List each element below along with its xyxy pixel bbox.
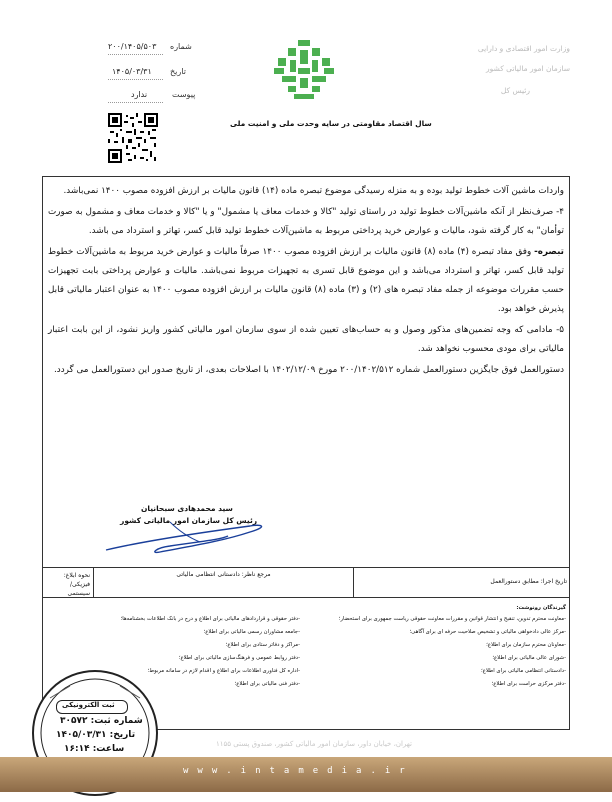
recipient-right: -مرکز عالی دادخواهی مالیاتی و تشخیص صلاحیت حرفه ای برای آگاهی؛: [409, 629, 566, 635]
stamp-registration-date: تاریخ: ۱۴۰۵/۰۳/۳۱: [56, 730, 136, 740]
organization-logo: [274, 38, 334, 100]
supervisor-cell: مرجع ناظر: دادستانی انتظامی مالیاتی: [176, 571, 271, 578]
recipient-left: -اداره کل فناوری اطلاعات برای اطلاع و اقدام لازم در سامانه مربوط؛: [147, 668, 300, 674]
note-label: تبصره-: [534, 247, 564, 257]
attachment-label: پیوست: [172, 90, 196, 99]
date-underline: [108, 79, 163, 80]
website-url[interactable]: www.intamedia.ir: [183, 766, 414, 776]
signer-title: رئیس کل سازمان امور مالیاتی کشور: [120, 516, 258, 525]
paragraph-1: واردات ماشین آلات خطوط تولید بوده و به منزله رسیدگی موضوع تبصره ماده (۱۴) قانون مالیات بر ارزش افزوده مصوب ۱۴۰۰ نمی‌باشد.: [63, 186, 564, 196]
paragraph-5: دستورالعمل فوق جایگزین دستورالعمل شماره ۲۰۰/۱۴۰۲/۵۱۲ مورخ ۱۴۰۲/۱۲/۰۹ با اصلاحات بعدی، از تاریخ صدور این دستورالعمل می گردد.: [53, 365, 564, 375]
number-label: شماره: [170, 42, 192, 51]
date-value: ۱۴۰۵/۰۳/۳۱: [112, 67, 152, 76]
paragraph-4: ۵- مادامی که وجه تضمین‌های مذکور وصول و به حساب‌های تعیین شده از سوی سازمان امور مالیاتی کشور واریز نشود، از این بابت اعتبار مالیاتی برای مودی محسوب نخواهد شد.: [48, 325, 564, 354]
recipient-left: -جامعه مشاوران رسمی مالیاتی برای اطلاع؛: [203, 629, 300, 635]
stamp-registration-number: شماره ثبت: ۳۰۵۷۲: [60, 716, 143, 726]
recipient-right: -دادستانی انتظامی مالیاتی برای اطلاع؛: [480, 668, 566, 674]
notification-method-cell: نحوه ابلاغ: فیزیکی/ سیستمی: [63, 572, 90, 597]
recipient-right: -دفتر مرکزی حراست برای اطلاع؛: [491, 681, 566, 687]
handwritten-signature: [100, 512, 280, 558]
signer-name: سید محمدهادی سبحانیان: [141, 504, 233, 513]
organization-name: سازمان امور مالیاتی کشور: [486, 64, 570, 73]
recipient-left: -دفتر روابط عمومی و فرهنگ‌سازی مالیاتی برای اطلاع؛: [178, 655, 300, 661]
number-value: ۲۰۰/۱۴۰۵/۵۰۳: [108, 42, 157, 51]
letter-body: [48, 182, 564, 380]
paragraph-2: ۴- صرف‌نظر از آنکه ماشین‌آلات خطوط تولید در راستای تولید "کالا و خدمات معاف یا مشمول" و یا "کالا و خدمات معاف و مشمول به صورت توأمان" به کار گرفته شود، مالیات و عوارض خرید پرداختی مربوط به ماشین‌آلات خطوط تولید قابل کسر، تهاتر و استرداد می باشد.: [48, 207, 564, 236]
qr-code[interactable]: [108, 113, 158, 163]
recipient-left: -دفتر فنی مالیاتی برای اطلاع؛: [234, 681, 300, 687]
stamp-label: ثبت الکترونیکی: [62, 701, 115, 709]
date-label: تاریخ: [170, 67, 186, 76]
note-text: وفق مفاد تبصره (۴) ماده (۸) قانون مالیات بر ارزش افزوده مصوب ۱۴۰۰ صرفاً مالیات و عوارض خرید مربوط به ماشین‌آلات خطوط تولید قابل کسر، تهاتر و استرداد می‌باشد و این موضوع قابل تسری به تجهیزات مربوط نمی‌باشد. مالیات و عوارض پرداختی بابت تجهیزات حسب مقررات موضوعه از جمله مفاد تبصره های (۲) و (۳) ماده (۸) قانون مالیات بر ارزش افزوده مصوب ۱۴۰۰ به عنوان اعتبار مالیاتی قابل پذیرش خواهد بود.: [48, 247, 564, 314]
year-slogan: سال اقتصاد مقاومتی در سایه وحدت ملی و امنیت ملی: [230, 119, 432, 128]
recipient-right: -شورای عالی مالیاتی برای اطلاع؛: [492, 655, 566, 661]
attachment-underline: [108, 102, 163, 103]
recipients-heading: گیرندگان رونوشت:: [516, 605, 566, 611]
footer-address: تهران، خیابان داور، سازمان امور مالیاتی کشور، صندوق پستی ۱۱۵۵: [216, 740, 412, 748]
recipient-left: -مراکز و دفاتر ستادی برای اطلاع؛: [225, 642, 300, 648]
footer-website-bar: [0, 757, 612, 792]
number-underline: [108, 54, 163, 55]
execution-date-cell: تاریخ اجرا: مطابق دستورالعمل: [490, 578, 567, 585]
stamp-registration-time: ساعت: ۱۶:۱۴: [64, 744, 125, 754]
paragraph-3: [48, 243, 564, 319]
office-name: رئیس کل: [500, 86, 530, 95]
ministry-name: وزارت امور اقتصادی و دارایی: [477, 44, 570, 53]
recipient-right: -معاونت محترم تدوین، تنقیح و انتشار قوانین و مقررات معاونت حقوقی ریاست جمهوری برای استحضار؛: [338, 616, 566, 622]
routing-table: [42, 568, 570, 598]
attachment-value: ندارد: [131, 90, 148, 99]
recipient-right: -معاونان محترم سازمان برای اطلاع؛: [486, 642, 566, 648]
recipient-left: -دفتر حقوقی و قراردادهای مالیاتی برای اطلاع و درج در بانک اطلاعات بخشنامه‌ها؛: [120, 616, 300, 622]
